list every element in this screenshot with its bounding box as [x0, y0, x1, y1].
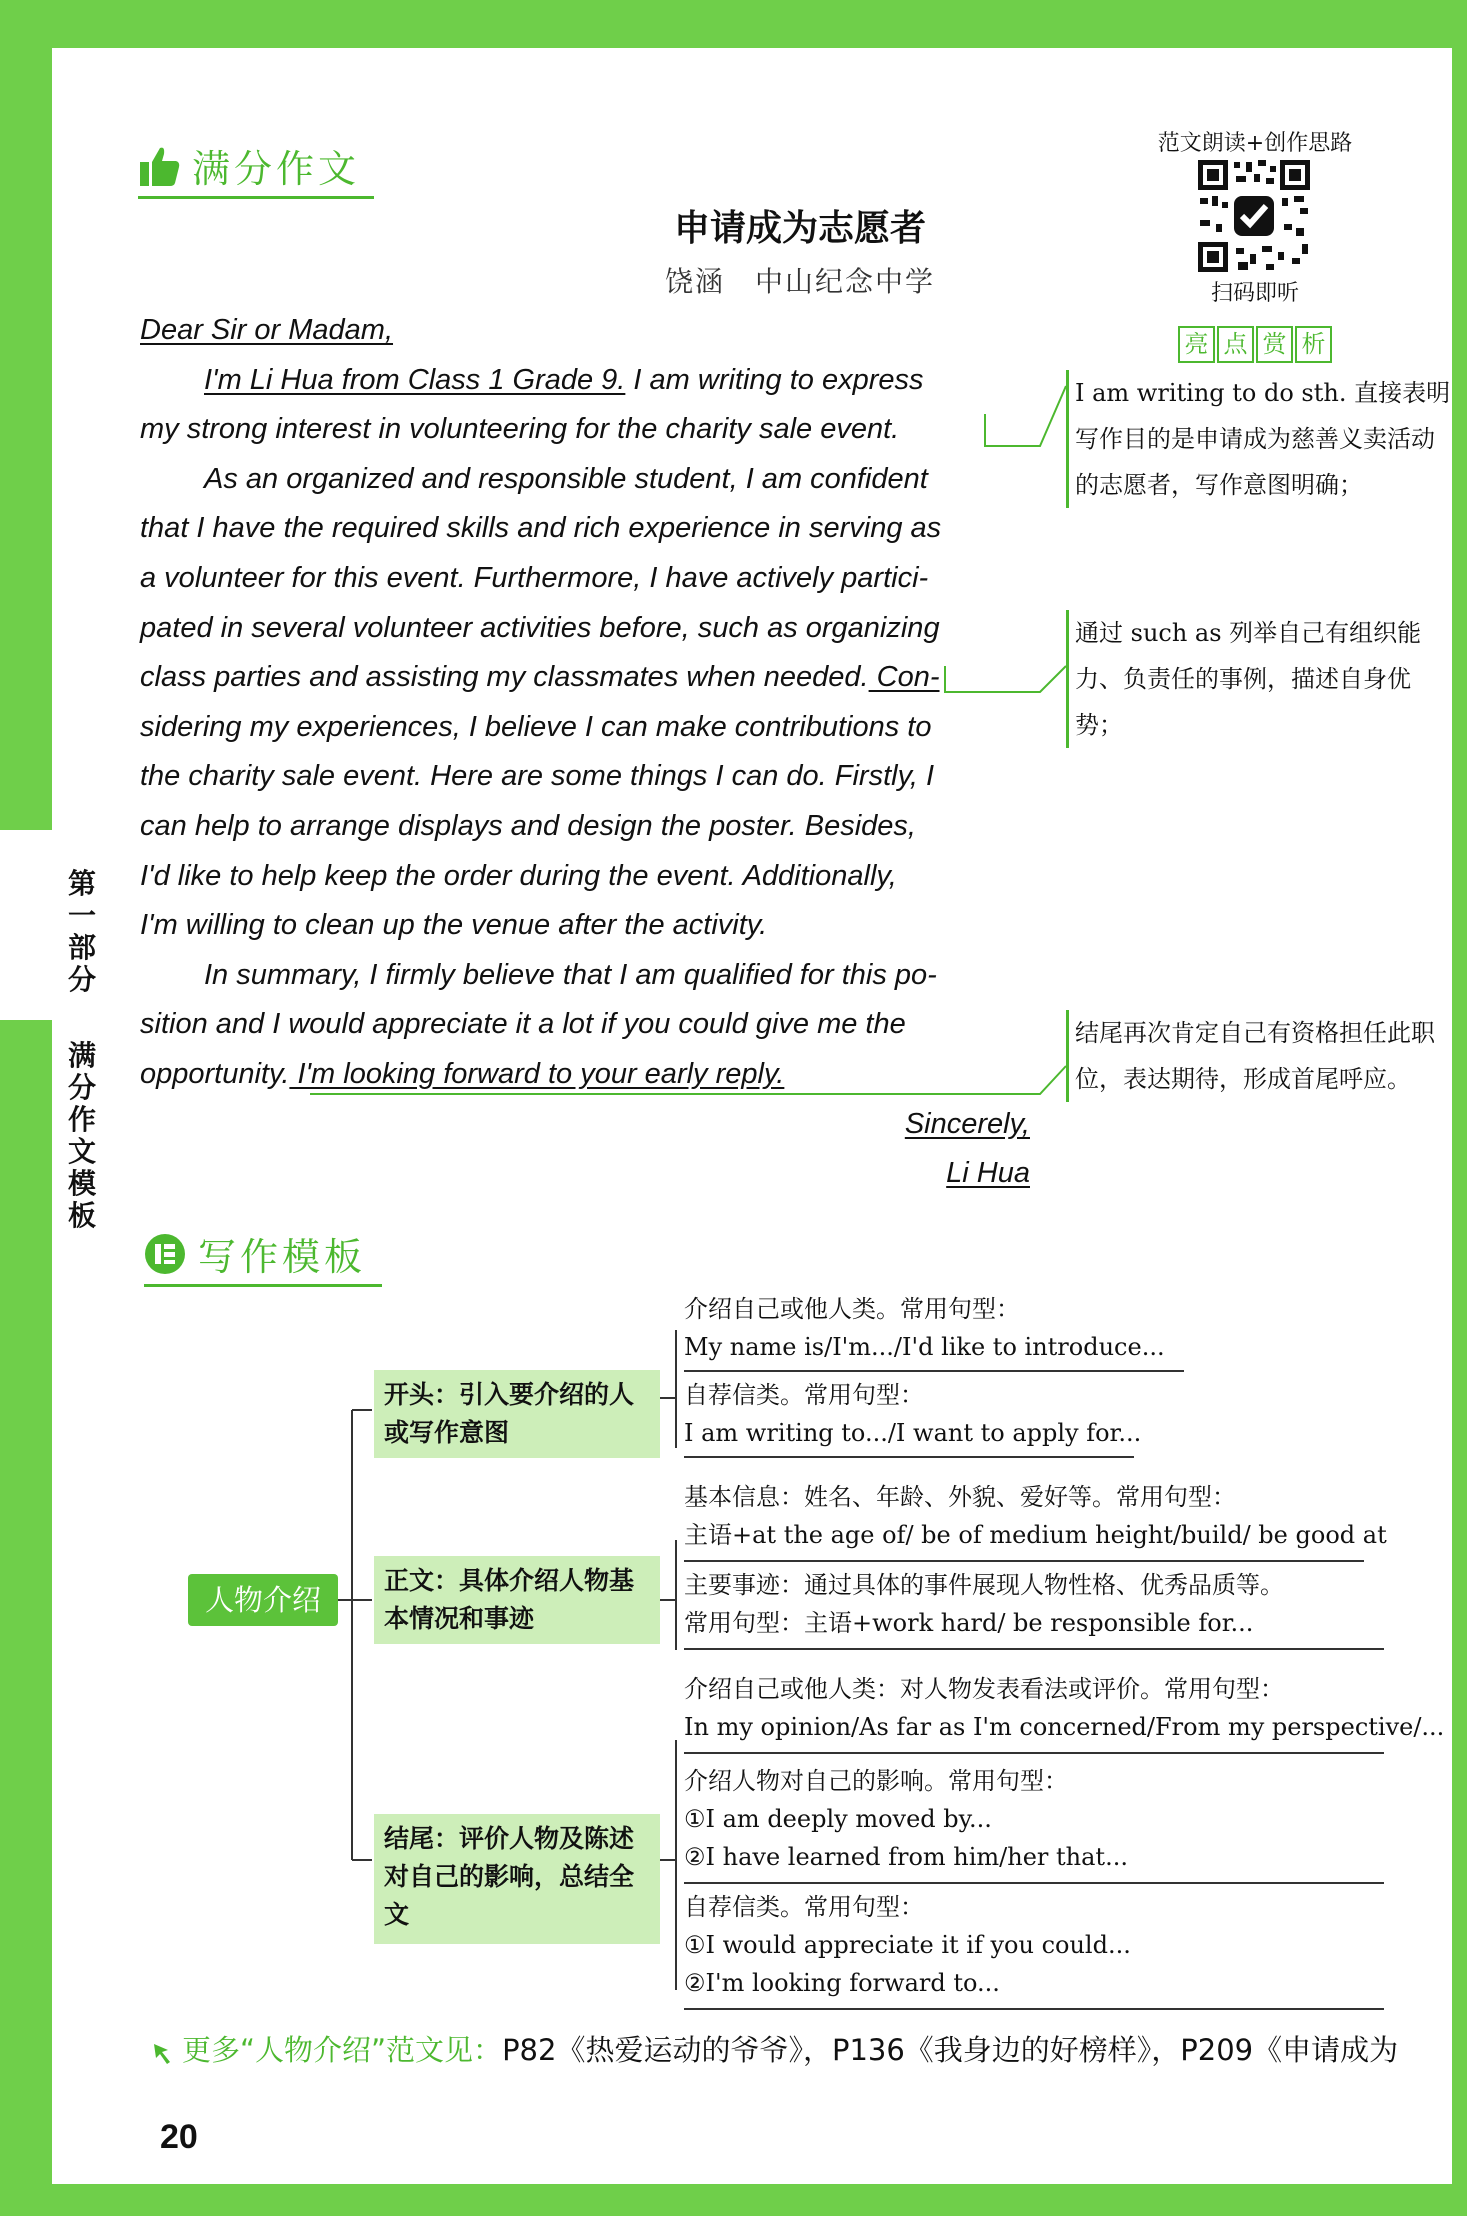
side-tab-char: 部 — [67, 931, 96, 964]
mindmap-item — [684, 1670, 1444, 1746]
mindmap-item — [684, 1762, 1128, 1876]
page-number: 20 — [160, 2118, 198, 2156]
essay-title: 申请成为志愿者 — [673, 207, 926, 249]
mindmap-divider — [684, 1560, 1364, 1562]
qr-subcaption: 扫码即听 — [1210, 281, 1299, 306]
more-label: 更多“人物介绍”范文见： — [182, 2033, 503, 2067]
salutation-text: Dear Sir or Madam, — [140, 314, 394, 346]
side-tab-char: 模 — [67, 1167, 96, 1200]
mindmap-item — [684, 1290, 1165, 1366]
letter-line: that I have the required skills and rich experience in serving as — [140, 512, 942, 545]
highlight-tag-char: 点 — [1217, 326, 1254, 363]
highlight-tag-char: 亮 — [1178, 326, 1215, 363]
mindmap-item-text: 主要事迹：通过具体的事件展现人物性格、优秀品质等。 — [684, 1571, 1284, 1599]
intro-sentence: I'm Li Hua from Class 1 Grade 9. — [204, 363, 626, 396]
mindmap-item-text: 常用句型：主语+work hard/ be responsible for... — [684, 1609, 1254, 1637]
letter-line: a volunteer for this event. Furthermore, I have actively partici- — [140, 561, 929, 594]
mindmap-divider — [684, 1882, 1384, 1884]
letter-text: Con- — [868, 661, 940, 694]
side-tab-char: 分 — [67, 963, 96, 996]
mindmap-item-text: 介绍人物对自己的影响。常用句型： — [684, 1767, 1068, 1795]
mindmap-item-text: 介绍自己或他人类：对人物发表看法或评价。常用句型： — [684, 1675, 1284, 1703]
annotation-note: I am writing to do sth. 直接表明写作目的是申请成为慈善义卖活动的志愿者，写作意图明确； — [1066, 370, 1455, 508]
mindmap-divider — [684, 2008, 1384, 2010]
mindmap-item-text: ②I have learned from him/her that... — [684, 1843, 1128, 1871]
side-tab-char: 满 — [67, 1039, 96, 1072]
side-tab-char: 第 — [67, 867, 96, 900]
closing-text: Sincerely, — [904, 1107, 1030, 1140]
mindmap-item-text: ①I would appreciate it if you could... — [684, 1931, 1131, 1959]
mindmap-item-text: 主语+at the age of/ be of medium height/build/ be good at — [684, 1521, 1387, 1549]
signature-text: Li Hua — [946, 1157, 1030, 1190]
mindmap-ending-node: 结尾：评价人物及陈述对自己的影响，总结全文 — [374, 1814, 660, 1944]
letter-text: class parties and assisting my classmates when needed. — [140, 661, 869, 694]
annotation-note: 结尾再次肯定自己有资格担任此职位，表达期待，形成首尾呼应。 — [1066, 1010, 1455, 1102]
arrow-icon — [150, 2039, 176, 2065]
letter-line: the charity sale event. Here are some things I can do. Firstly, I — [140, 760, 935, 793]
closing-sentence: I'm looking forward to your early reply. — [289, 1057, 785, 1090]
section-title: 满分作文 — [192, 147, 361, 191]
mindmap-item-text: I am writing to.../I want to apply for... — [684, 1419, 1142, 1447]
letter-text: opportunity. — [140, 1057, 290, 1090]
side-tab-char: 作 — [67, 1103, 96, 1136]
mindmap-item-text: 自荐信类。常用句型： — [684, 1381, 924, 1409]
letter-line: sition and I would appreciate it a lot if you could give me the — [140, 1008, 906, 1041]
side-tab-char: 文 — [67, 1135, 96, 1168]
side-tab-char: 板 — [67, 1199, 96, 1232]
mindmap-divider — [684, 1752, 1384, 1754]
letter-line: can help to arrange displays and design the poster. Besides, — [140, 809, 916, 842]
highlight-tag-char: 析 — [1295, 326, 1332, 363]
mindmap-root: 人物介绍 — [188, 1574, 338, 1626]
mindmap-item-text: 自荐信类。常用句型： — [684, 1893, 924, 1921]
mindmap-item-text: ①I am deeply moved by... — [684, 1805, 992, 1833]
letter-line: In summary, I firmly believe that I am qualified for this po- — [204, 958, 937, 991]
annotation-note: 通过 such as 列举自己有组织能力、负责任的事例，描述自身优势； — [1066, 610, 1455, 748]
mindmap-divider — [684, 1456, 1134, 1458]
letter-line: pated in several volunteer activities before, such as organizing — [140, 611, 940, 644]
mindmap-item-text: My name is/I'm.../I'd like to introduce... — [684, 1333, 1165, 1361]
mindmap-item-text: 基本信息：姓名、年龄、外貌、爱好等。常用句型： — [684, 1483, 1236, 1511]
mindmap-item — [684, 1376, 1141, 1452]
letter-line: I'm willing to clean up the venue after the activity. — [140, 909, 768, 942]
mindmap-divider — [684, 1370, 1184, 1372]
side-tab-char: 一 — [67, 899, 96, 932]
highlight-tag-char: 赏 — [1256, 326, 1293, 363]
essay-byline: 饶涵 中山纪念中学 — [664, 265, 935, 298]
more-refs[interactable]: P82《热爱运动的爷爷》，P136《我身边的好榜样》，P209《申请成为 — [502, 2033, 1399, 2067]
mindmap-opening-node: 开头：引入要介绍的人或写作意图 — [374, 1370, 660, 1458]
letter-line: I'd like to help keep the order during the event. Additionally, — [140, 859, 897, 892]
letter-line: As an organized and responsible student, I am confident — [204, 462, 928, 495]
mindmap-item — [684, 1888, 1131, 2002]
mindmap-item — [684, 1566, 1284, 1642]
letter-line: sidering my experiences, I believe I can make contributions to — [140, 710, 932, 743]
letter-text: my strong interest in volunteering for the charity sale event. — [140, 413, 900, 446]
mindmap-item-text: 介绍自己或他人类。常用句型： — [684, 1295, 1020, 1323]
mindmap-body-node: 正文：具体介绍人物基本情况和事迹 — [374, 1556, 660, 1644]
more-references — [150, 2028, 1398, 2069]
mindmap-divider — [684, 1648, 1384, 1650]
mindmap-item — [684, 1478, 1387, 1554]
mindmap-item-text: ②I'm looking forward to... — [684, 1969, 1000, 1997]
qr-caption: 范文朗读+创作思路 — [1157, 131, 1353, 156]
side-tab-char: 分 — [67, 1071, 96, 1104]
mindmap-item-text: In my opinion/As far as I'm concerned/From my perspective/... — [684, 1713, 1445, 1741]
letter-text: I am writing to express — [625, 363, 924, 396]
section-title: 写作模板 — [198, 1235, 367, 1279]
